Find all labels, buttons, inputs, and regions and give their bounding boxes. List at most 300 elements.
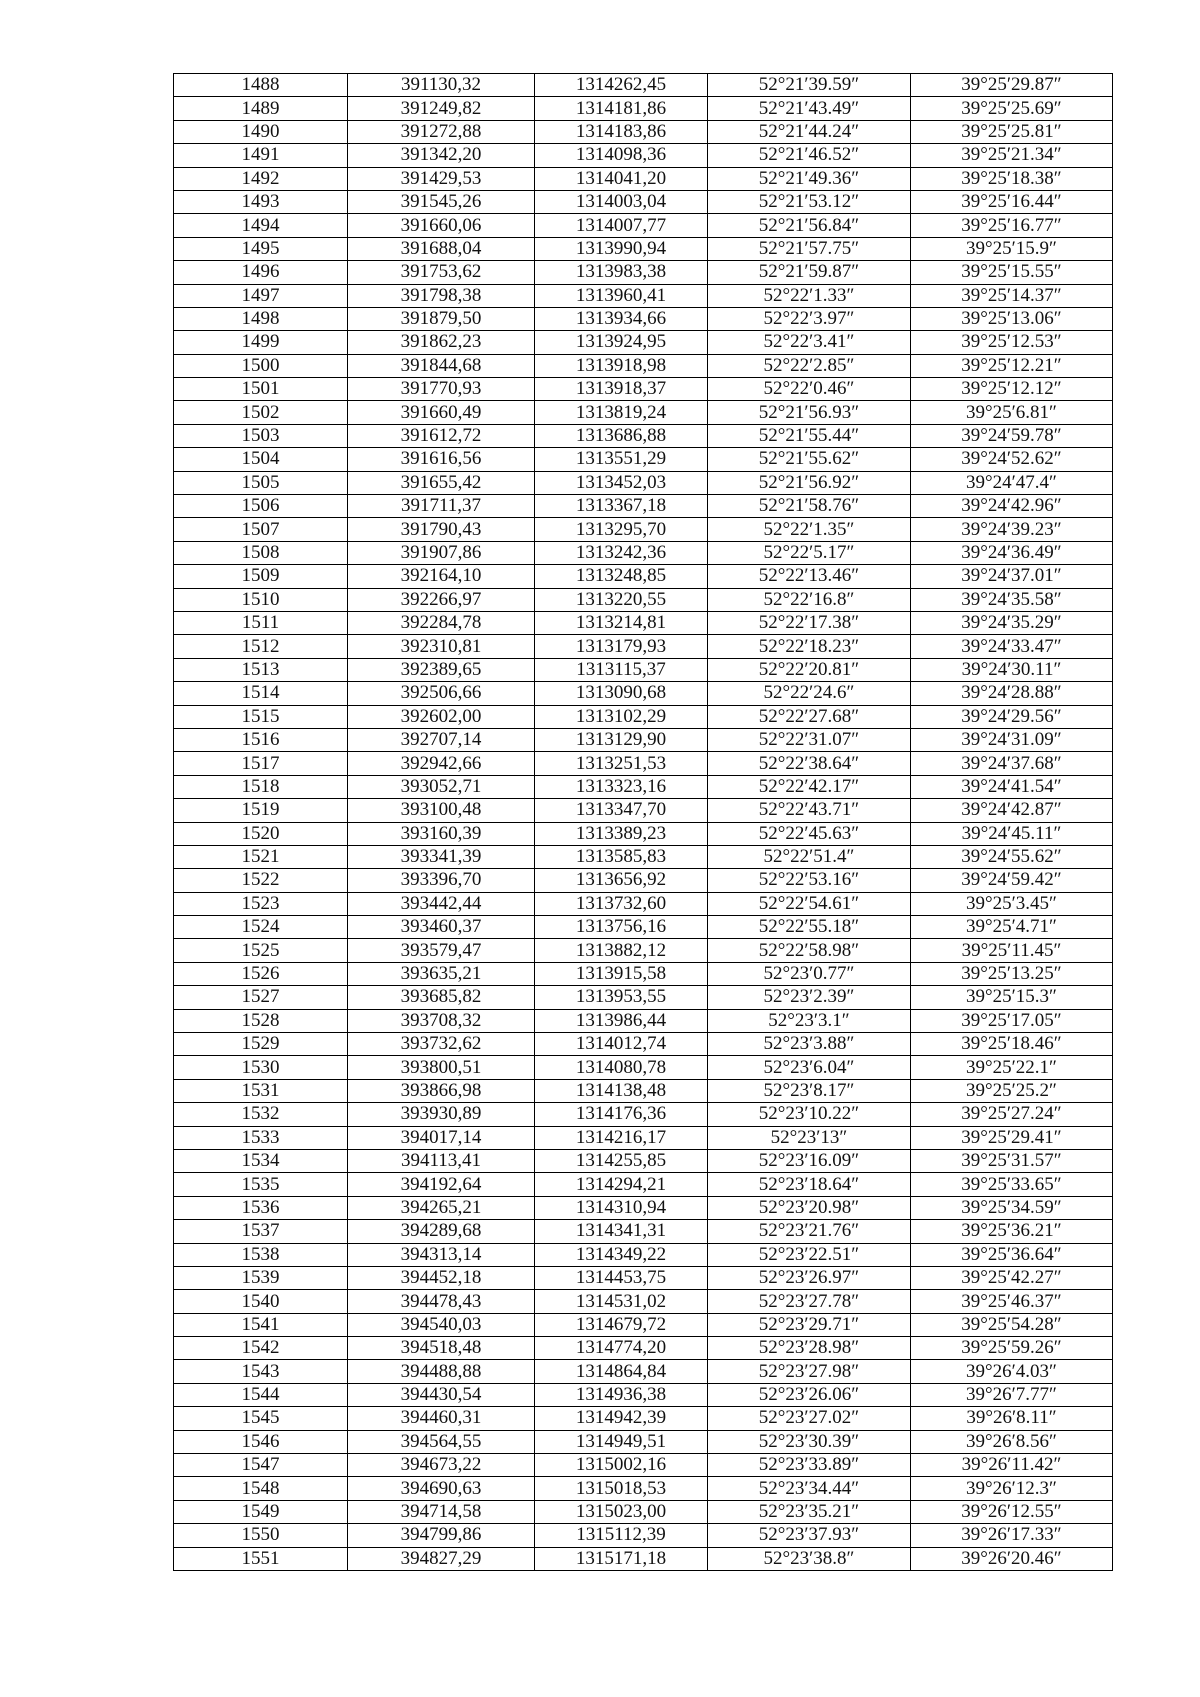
y-coordinate-cell: 1313295,70 xyxy=(535,518,708,541)
x-coordinate-cell: 393341,39 xyxy=(348,845,535,868)
x-coordinate-cell: 391862,23 xyxy=(348,331,535,354)
latitude-cell: 52°21′56.84″ xyxy=(708,214,911,237)
latitude-cell: 52°23′22.51″ xyxy=(708,1243,911,1266)
table-row xyxy=(174,869,1113,892)
point-number-cell: 1533 xyxy=(174,1126,348,1149)
x-coordinate-cell: 394017,14 xyxy=(348,1126,535,1149)
y-coordinate-cell: 1315002,16 xyxy=(535,1454,708,1477)
latitude-cell: 52°22′54.61″ xyxy=(708,892,911,915)
point-number-cell: 1544 xyxy=(174,1383,348,1406)
table-row xyxy=(174,845,1113,868)
point-number-cell: 1536 xyxy=(174,1196,348,1219)
point-number-cell: 1521 xyxy=(174,845,348,868)
table-row xyxy=(174,424,1113,447)
y-coordinate-cell: 1315018,53 xyxy=(535,1477,708,1500)
x-coordinate-cell: 393708,32 xyxy=(348,1009,535,1032)
table-row xyxy=(174,144,1113,167)
x-coordinate-cell: 392942,66 xyxy=(348,752,535,775)
latitude-cell: 52°21′53.12″ xyxy=(708,190,911,213)
y-coordinate-cell: 1314262,45 xyxy=(535,74,708,97)
longitude-cell: 39°25′33.65″ xyxy=(911,1173,1113,1196)
y-coordinate-cell: 1313214,81 xyxy=(535,611,708,634)
latitude-cell: 52°22′31.07″ xyxy=(708,728,911,751)
y-coordinate-cell: 1314936,38 xyxy=(535,1383,708,1406)
x-coordinate-cell: 394518,48 xyxy=(348,1337,535,1360)
latitude-cell: 52°22′13.46″ xyxy=(708,565,911,588)
table-row xyxy=(174,588,1113,611)
y-coordinate-cell: 1314007,77 xyxy=(535,214,708,237)
table-row xyxy=(174,97,1113,120)
latitude-cell: 52°21′58.76″ xyxy=(708,495,911,518)
longitude-cell: 39°25′42.27″ xyxy=(911,1266,1113,1289)
x-coordinate-cell: 394799,86 xyxy=(348,1524,535,1547)
latitude-cell: 52°22′42.17″ xyxy=(708,775,911,798)
point-number-cell: 1491 xyxy=(174,144,348,167)
latitude-cell: 52°23′28.98″ xyxy=(708,1337,911,1360)
table-row xyxy=(174,284,1113,307)
y-coordinate-cell: 1313248,85 xyxy=(535,565,708,588)
longitude-cell: 39°24′39.23″ xyxy=(911,518,1113,541)
table-row xyxy=(174,635,1113,658)
longitude-cell: 39°24′29.56″ xyxy=(911,705,1113,728)
longitude-cell: 39°25′54.28″ xyxy=(911,1313,1113,1336)
longitude-cell: 39°25′46.37″ xyxy=(911,1290,1113,1313)
table-row xyxy=(174,1500,1113,1523)
y-coordinate-cell: 1314864,84 xyxy=(535,1360,708,1383)
y-coordinate-cell: 1314080,78 xyxy=(535,1056,708,1079)
table-row xyxy=(174,986,1113,1009)
table-row xyxy=(174,1079,1113,1102)
x-coordinate-cell: 394460,31 xyxy=(348,1407,535,1430)
longitude-cell: 39°26′4.03″ xyxy=(911,1360,1113,1383)
y-coordinate-cell: 1313990,94 xyxy=(535,237,708,260)
y-coordinate-cell: 1313090,68 xyxy=(535,682,708,705)
latitude-cell: 52°23′18.64″ xyxy=(708,1173,911,1196)
y-coordinate-cell: 1313323,16 xyxy=(535,775,708,798)
y-coordinate-cell: 1314294,21 xyxy=(535,1173,708,1196)
table-row xyxy=(174,1407,1113,1430)
x-coordinate-cell: 391907,86 xyxy=(348,541,535,564)
y-coordinate-cell: 1313367,18 xyxy=(535,495,708,518)
latitude-cell: 52°21′46.52″ xyxy=(708,144,911,167)
table-row xyxy=(174,1173,1113,1196)
latitude-cell: 52°22′3.41″ xyxy=(708,331,911,354)
x-coordinate-cell: 393442,44 xyxy=(348,892,535,915)
x-coordinate-cell: 394564,55 xyxy=(348,1430,535,1453)
longitude-cell: 39°25′36.21″ xyxy=(911,1220,1113,1243)
table-row xyxy=(174,892,1113,915)
x-coordinate-cell: 391342,20 xyxy=(348,144,535,167)
y-coordinate-cell: 1313882,12 xyxy=(535,939,708,962)
y-coordinate-cell: 1313732,60 xyxy=(535,892,708,915)
x-coordinate-cell: 394488,88 xyxy=(348,1360,535,1383)
table-row xyxy=(174,728,1113,751)
table-row xyxy=(174,1243,1113,1266)
x-coordinate-cell: 393460,37 xyxy=(348,916,535,939)
y-coordinate-cell: 1313934,66 xyxy=(535,307,708,330)
point-number-cell: 1507 xyxy=(174,518,348,541)
point-number-cell: 1490 xyxy=(174,120,348,143)
x-coordinate-cell: 391660,49 xyxy=(348,401,535,424)
point-number-cell: 1528 xyxy=(174,1009,348,1032)
longitude-cell: 39°25′12.12″ xyxy=(911,378,1113,401)
y-coordinate-cell: 1314942,39 xyxy=(535,1407,708,1430)
latitude-cell: 52°23′27.78″ xyxy=(708,1290,911,1313)
y-coordinate-cell: 1313102,29 xyxy=(535,705,708,728)
latitude-cell: 52°23′37.93″ xyxy=(708,1524,911,1547)
point-number-cell: 1513 xyxy=(174,658,348,681)
y-coordinate-cell: 1313452,03 xyxy=(535,471,708,494)
y-coordinate-cell: 1315171,18 xyxy=(535,1547,708,1570)
y-coordinate-cell: 1313242,36 xyxy=(535,541,708,564)
table-row xyxy=(174,378,1113,401)
y-coordinate-cell: 1313986,44 xyxy=(535,1009,708,1032)
longitude-cell: 39°25′18.46″ xyxy=(911,1033,1113,1056)
x-coordinate-cell: 391655,42 xyxy=(348,471,535,494)
longitude-cell: 39°25′31.57″ xyxy=(911,1149,1113,1172)
x-coordinate-cell: 392602,00 xyxy=(348,705,535,728)
latitude-cell: 52°23′26.97″ xyxy=(708,1266,911,1289)
longitude-cell: 39°26′7.77″ xyxy=(911,1383,1113,1406)
coordinates-table-body xyxy=(174,74,1113,1571)
table-row xyxy=(174,775,1113,798)
point-number-cell: 1539 xyxy=(174,1266,348,1289)
point-number-cell: 1493 xyxy=(174,190,348,213)
latitude-cell: 52°21′56.92″ xyxy=(708,471,911,494)
y-coordinate-cell: 1313551,29 xyxy=(535,448,708,471)
x-coordinate-cell: 393732,62 xyxy=(348,1033,535,1056)
latitude-cell: 52°21′39.59″ xyxy=(708,74,911,97)
x-coordinate-cell: 394478,43 xyxy=(348,1290,535,1313)
x-coordinate-cell: 391790,43 xyxy=(348,518,535,541)
x-coordinate-cell: 393100,48 xyxy=(348,799,535,822)
point-number-cell: 1523 xyxy=(174,892,348,915)
y-coordinate-cell: 1313953,55 xyxy=(535,986,708,1009)
table-row xyxy=(174,962,1113,985)
table-row xyxy=(174,1290,1113,1313)
x-coordinate-cell: 391130,32 xyxy=(348,74,535,97)
y-coordinate-cell: 1314183,86 xyxy=(535,120,708,143)
y-coordinate-cell: 1314003,04 xyxy=(535,190,708,213)
longitude-cell: 39°24′47.4″ xyxy=(911,471,1113,494)
latitude-cell: 52°21′56.93″ xyxy=(708,401,911,424)
point-number-cell: 1548 xyxy=(174,1477,348,1500)
longitude-cell: 39°25′17.05″ xyxy=(911,1009,1113,1032)
longitude-cell: 39°24′41.54″ xyxy=(911,775,1113,798)
point-number-cell: 1522 xyxy=(174,869,348,892)
latitude-cell: 52°22′24.6″ xyxy=(708,682,911,705)
point-number-cell: 1516 xyxy=(174,728,348,751)
table-row xyxy=(174,214,1113,237)
x-coordinate-cell: 394827,29 xyxy=(348,1547,535,1570)
table-row xyxy=(174,822,1113,845)
x-coordinate-cell: 394452,18 xyxy=(348,1266,535,1289)
longitude-cell: 39°26′12.55″ xyxy=(911,1500,1113,1523)
longitude-cell: 39°25′36.64″ xyxy=(911,1243,1113,1266)
latitude-cell: 52°22′55.18″ xyxy=(708,916,911,939)
table-row xyxy=(174,1056,1113,1079)
y-coordinate-cell: 1313585,83 xyxy=(535,845,708,868)
table-row xyxy=(174,120,1113,143)
point-number-cell: 1524 xyxy=(174,916,348,939)
latitude-cell: 52°23′6.04″ xyxy=(708,1056,911,1079)
table-row xyxy=(174,331,1113,354)
y-coordinate-cell: 1313129,90 xyxy=(535,728,708,751)
latitude-cell: 52°22′3.97″ xyxy=(708,307,911,330)
table-row xyxy=(174,401,1113,424)
point-number-cell: 1526 xyxy=(174,962,348,985)
x-coordinate-cell: 391249,82 xyxy=(348,97,535,120)
x-coordinate-cell: 394289,68 xyxy=(348,1220,535,1243)
longitude-cell: 39°25′25.81″ xyxy=(911,120,1113,143)
point-number-cell: 1538 xyxy=(174,1243,348,1266)
x-coordinate-cell: 391612,72 xyxy=(348,424,535,447)
table-row xyxy=(174,1220,1113,1243)
table-row xyxy=(174,1033,1113,1056)
table-row xyxy=(174,939,1113,962)
longitude-cell: 39°25′21.34″ xyxy=(911,144,1113,167)
table-row xyxy=(174,307,1113,330)
x-coordinate-cell: 391844,68 xyxy=(348,354,535,377)
x-coordinate-cell: 391429,53 xyxy=(348,167,535,190)
table-row xyxy=(174,448,1113,471)
table-row xyxy=(174,658,1113,681)
table-row xyxy=(174,1547,1113,1570)
x-coordinate-cell: 393635,21 xyxy=(348,962,535,985)
longitude-cell: 39°24′35.58″ xyxy=(911,588,1113,611)
x-coordinate-cell: 392164,10 xyxy=(348,565,535,588)
latitude-cell: 52°23′38.8″ xyxy=(708,1547,911,1570)
point-number-cell: 1535 xyxy=(174,1173,348,1196)
point-number-cell: 1543 xyxy=(174,1360,348,1383)
longitude-cell: 39°25′27.24″ xyxy=(911,1103,1113,1126)
y-coordinate-cell: 1313179,93 xyxy=(535,635,708,658)
point-number-cell: 1503 xyxy=(174,424,348,447)
point-number-cell: 1540 xyxy=(174,1290,348,1313)
table-row xyxy=(174,1009,1113,1032)
longitude-cell: 39°25′22.1″ xyxy=(911,1056,1113,1079)
latitude-cell: 52°23′35.21″ xyxy=(708,1500,911,1523)
x-coordinate-cell: 391660,06 xyxy=(348,214,535,237)
longitude-cell: 39°24′52.62″ xyxy=(911,448,1113,471)
point-number-cell: 1509 xyxy=(174,565,348,588)
longitude-cell: 39°24′35.29″ xyxy=(911,611,1113,634)
latitude-cell: 52°23′0.77″ xyxy=(708,962,911,985)
latitude-cell: 52°23′27.02″ xyxy=(708,1407,911,1430)
y-coordinate-cell: 1314774,20 xyxy=(535,1337,708,1360)
table-row xyxy=(174,74,1113,97)
latitude-cell: 52°23′10.22″ xyxy=(708,1103,911,1126)
point-number-cell: 1534 xyxy=(174,1149,348,1172)
table-row xyxy=(174,1266,1113,1289)
y-coordinate-cell: 1313115,37 xyxy=(535,658,708,681)
x-coordinate-cell: 394673,22 xyxy=(348,1454,535,1477)
longitude-cell: 39°25′15.3″ xyxy=(911,986,1113,1009)
point-number-cell: 1549 xyxy=(174,1500,348,1523)
table-row xyxy=(174,1383,1113,1406)
x-coordinate-cell: 392310,81 xyxy=(348,635,535,658)
y-coordinate-cell: 1314098,36 xyxy=(535,144,708,167)
longitude-cell: 39°25′15.9″ xyxy=(911,237,1113,260)
y-coordinate-cell: 1313924,95 xyxy=(535,331,708,354)
y-coordinate-cell: 1313918,37 xyxy=(535,378,708,401)
point-number-cell: 1504 xyxy=(174,448,348,471)
x-coordinate-cell: 391688,04 xyxy=(348,237,535,260)
x-coordinate-cell: 392506,66 xyxy=(348,682,535,705)
point-number-cell: 1508 xyxy=(174,541,348,564)
latitude-cell: 52°22′38.64″ xyxy=(708,752,911,775)
longitude-cell: 39°26′8.56″ xyxy=(911,1430,1113,1453)
x-coordinate-cell: 392266,97 xyxy=(348,588,535,611)
table-row xyxy=(174,916,1113,939)
table-row xyxy=(174,261,1113,284)
y-coordinate-cell: 1314531,02 xyxy=(535,1290,708,1313)
longitude-cell: 39°24′37.01″ xyxy=(911,565,1113,588)
latitude-cell: 52°22′17.38″ xyxy=(708,611,911,634)
latitude-cell: 52°22′2.85″ xyxy=(708,354,911,377)
point-number-cell: 1506 xyxy=(174,495,348,518)
latitude-cell: 52°22′43.71″ xyxy=(708,799,911,822)
x-coordinate-cell: 391616,56 xyxy=(348,448,535,471)
y-coordinate-cell: 1314012,74 xyxy=(535,1033,708,1056)
point-number-cell: 1518 xyxy=(174,775,348,798)
longitude-cell: 39°25′12.21″ xyxy=(911,354,1113,377)
y-coordinate-cell: 1313915,58 xyxy=(535,962,708,985)
y-coordinate-cell: 1313686,88 xyxy=(535,424,708,447)
y-coordinate-cell: 1314176,36 xyxy=(535,1103,708,1126)
x-coordinate-cell: 392389,65 xyxy=(348,658,535,681)
y-coordinate-cell: 1314679,72 xyxy=(535,1313,708,1336)
latitude-cell: 52°23′2.39″ xyxy=(708,986,911,1009)
longitude-cell: 39°25′29.41″ xyxy=(911,1126,1113,1149)
point-number-cell: 1496 xyxy=(174,261,348,284)
y-coordinate-cell: 1314310,94 xyxy=(535,1196,708,1219)
point-number-cell: 1501 xyxy=(174,378,348,401)
longitude-cell: 39°25′14.37″ xyxy=(911,284,1113,307)
longitude-cell: 39°25′3.45″ xyxy=(911,892,1113,915)
point-number-cell: 1505 xyxy=(174,471,348,494)
x-coordinate-cell: 391753,62 xyxy=(348,261,535,284)
longitude-cell: 39°24′28.88″ xyxy=(911,682,1113,705)
x-coordinate-cell: 393160,39 xyxy=(348,822,535,845)
longitude-cell: 39°24′36.49″ xyxy=(911,541,1113,564)
longitude-cell: 39°26′12.3″ xyxy=(911,1477,1113,1500)
x-coordinate-cell: 393396,70 xyxy=(348,869,535,892)
longitude-cell: 39°24′42.87″ xyxy=(911,799,1113,822)
point-number-cell: 1525 xyxy=(174,939,348,962)
y-coordinate-cell: 1314041,20 xyxy=(535,167,708,190)
longitude-cell: 39°26′8.11″ xyxy=(911,1407,1113,1430)
y-coordinate-cell: 1314255,85 xyxy=(535,1149,708,1172)
y-coordinate-cell: 1313251,53 xyxy=(535,752,708,775)
table-row xyxy=(174,565,1113,588)
table-row xyxy=(174,518,1113,541)
longitude-cell: 39°25′11.45″ xyxy=(911,939,1113,962)
latitude-cell: 52°23′26.06″ xyxy=(708,1383,911,1406)
point-number-cell: 1511 xyxy=(174,611,348,634)
longitude-cell: 39°24′45.11″ xyxy=(911,822,1113,845)
latitude-cell: 52°21′44.24″ xyxy=(708,120,911,143)
longitude-cell: 39°25′13.06″ xyxy=(911,307,1113,330)
x-coordinate-cell: 394192,64 xyxy=(348,1173,535,1196)
y-coordinate-cell: 1313220,55 xyxy=(535,588,708,611)
longitude-cell: 39°26′20.46″ xyxy=(911,1547,1113,1570)
longitude-cell: 39°24′42.96″ xyxy=(911,495,1113,518)
table-row xyxy=(174,752,1113,775)
longitude-cell: 39°25′25.2″ xyxy=(911,1079,1113,1102)
point-number-cell: 1497 xyxy=(174,284,348,307)
longitude-cell: 39°25′18.38″ xyxy=(911,167,1113,190)
longitude-cell: 39°25′4.71″ xyxy=(911,916,1113,939)
point-number-cell: 1532 xyxy=(174,1103,348,1126)
table-row xyxy=(174,237,1113,260)
latitude-cell: 52°22′27.68″ xyxy=(708,705,911,728)
latitude-cell: 52°23′30.39″ xyxy=(708,1430,911,1453)
point-number-cell: 1551 xyxy=(174,1547,348,1570)
latitude-cell: 52°22′20.81″ xyxy=(708,658,911,681)
x-coordinate-cell: 393685,82 xyxy=(348,986,535,1009)
point-number-cell: 1541 xyxy=(174,1313,348,1336)
longitude-cell: 39°24′33.47″ xyxy=(911,635,1113,658)
x-coordinate-cell: 391770,93 xyxy=(348,378,535,401)
x-coordinate-cell: 393052,71 xyxy=(348,775,535,798)
y-coordinate-cell: 1314181,86 xyxy=(535,97,708,120)
latitude-cell: 52°22′58.98″ xyxy=(708,939,911,962)
point-number-cell: 1512 xyxy=(174,635,348,658)
longitude-cell: 39°24′30.11″ xyxy=(911,658,1113,681)
latitude-cell: 52°23′29.71″ xyxy=(708,1313,911,1336)
latitude-cell: 52°22′53.16″ xyxy=(708,869,911,892)
point-number-cell: 1550 xyxy=(174,1524,348,1547)
y-coordinate-cell: 1313389,23 xyxy=(535,822,708,845)
table-row xyxy=(174,1337,1113,1360)
point-number-cell: 1519 xyxy=(174,799,348,822)
latitude-cell: 52°21′43.49″ xyxy=(708,97,911,120)
point-number-cell: 1542 xyxy=(174,1337,348,1360)
point-number-cell: 1502 xyxy=(174,401,348,424)
table-row xyxy=(174,1477,1113,1500)
x-coordinate-cell: 391879,50 xyxy=(348,307,535,330)
longitude-cell: 39°25′15.55″ xyxy=(911,261,1113,284)
latitude-cell: 52°23′16.09″ xyxy=(708,1149,911,1172)
table-row xyxy=(174,354,1113,377)
longitude-cell: 39°24′59.42″ xyxy=(911,869,1113,892)
longitude-cell: 39°26′11.42″ xyxy=(911,1454,1113,1477)
table-row xyxy=(174,705,1113,728)
x-coordinate-cell: 394714,58 xyxy=(348,1500,535,1523)
table-row xyxy=(174,471,1113,494)
table-row xyxy=(174,799,1113,822)
table-row xyxy=(174,611,1113,634)
table-row xyxy=(174,1126,1113,1149)
longitude-cell: 39°24′55.62″ xyxy=(911,845,1113,868)
y-coordinate-cell: 1313918,98 xyxy=(535,354,708,377)
longitude-cell: 39°25′13.25″ xyxy=(911,962,1113,985)
point-number-cell: 1500 xyxy=(174,354,348,377)
y-coordinate-cell: 1314349,22 xyxy=(535,1243,708,1266)
point-number-cell: 1545 xyxy=(174,1407,348,1430)
x-coordinate-cell: 394430,54 xyxy=(348,1383,535,1406)
table-row xyxy=(174,190,1113,213)
longitude-cell: 39°25′16.77″ xyxy=(911,214,1113,237)
y-coordinate-cell: 1314138,48 xyxy=(535,1079,708,1102)
table-row xyxy=(174,1360,1113,1383)
longitude-cell: 39°25′59.26″ xyxy=(911,1337,1113,1360)
x-coordinate-cell: 391711,37 xyxy=(348,495,535,518)
longitude-cell: 39°24′59.78″ xyxy=(911,424,1113,447)
latitude-cell: 52°21′55.44″ xyxy=(708,424,911,447)
point-number-cell: 1546 xyxy=(174,1430,348,1453)
